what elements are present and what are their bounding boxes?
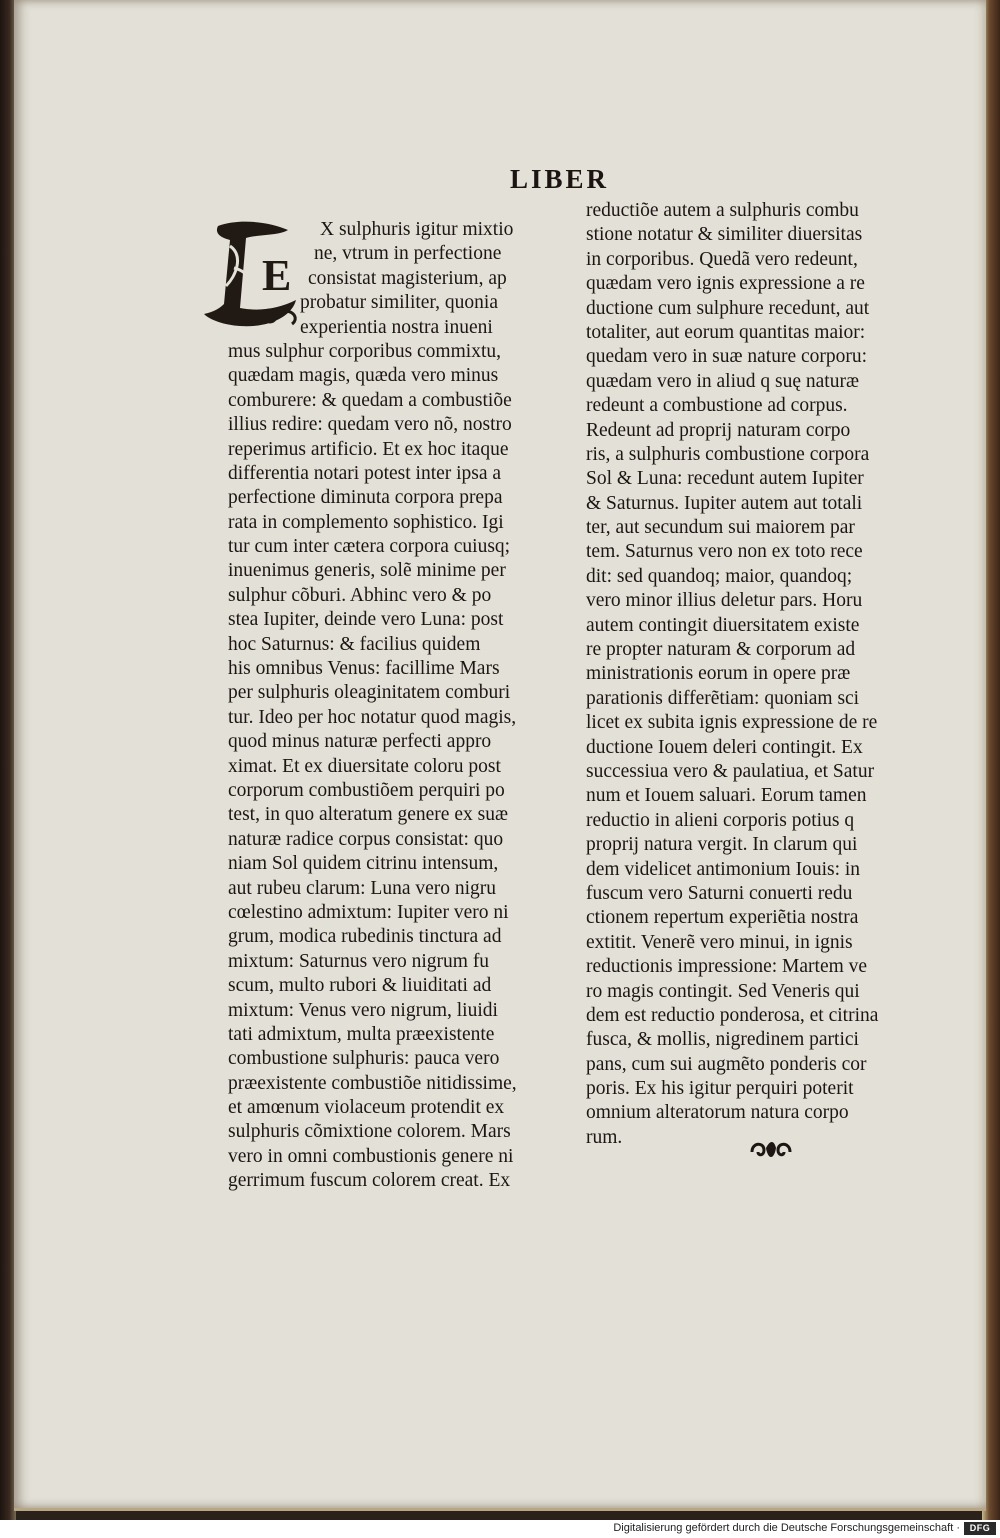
left-text-column [228, 218, 568, 1194]
text-line: naturæ radice corpus consistat: quo [228, 828, 504, 850]
text-line: in corporibus. Quedã vero redeunt, [586, 248, 858, 270]
text-line: redeunt a combustione ad corpus. [586, 395, 848, 417]
text-line: mixtum: Saturnus vero nigrum fu [228, 950, 490, 972]
text-line: perfectione diminuta corpora prepa [228, 487, 503, 509]
text-line: probatur similiter, quonia [300, 292, 498, 314]
text-line: differentia notari potest inter ipsa a [228, 462, 502, 484]
text-line: vero in omni combustionis genere ni [228, 1145, 514, 1167]
text-line: poris. Ex his igitur perquiri poterit [586, 1078, 854, 1100]
text-line: pans, cum sui augmẽto ponderis cor [586, 1053, 867, 1075]
text-line: combustione sulphuris: pauca vero [228, 1048, 500, 1070]
svg-text:E: E [262, 251, 292, 300]
text-line: mixtum: Venus vero nigrum, liuidi [228, 999, 498, 1021]
text-line: quædam vero ignis expressione a re [586, 273, 865, 295]
text-line: vero minor illius deletur pars. Horu [586, 590, 863, 612]
text-line: tati admixtum, multa præexistente [228, 1023, 495, 1045]
tailpiece-ornament-icon [748, 1138, 794, 1164]
text-line: sulphuris cõmixtione colorem. Mars [228, 1121, 511, 1143]
text-line: tur. Ideo per hoc notatur quod magis, [228, 706, 517, 728]
text-line: omnium alteratorum natura corpo [586, 1102, 849, 1124]
text-line: quædam vero in aliud q suę naturæ [586, 370, 859, 392]
text-line: tur cum inter cætera corpora cuiusq; [228, 536, 511, 558]
text-line: ministrationis eorum in opere præ [586, 663, 851, 685]
text-line: dit: sed quandoq; maior, quandoq; [586, 565, 853, 587]
text-line: rum. [586, 1126, 623, 1148]
text-line: cœlestino admixtum: Iupiter vero ni [228, 901, 509, 923]
text-line: successiua vero & paulatiua, et Satur [586, 760, 875, 782]
text-line: proprij natura vergit. In clarum qui [586, 834, 858, 856]
text-line: experientia nostra inueni [300, 316, 493, 338]
text-line: X sulphuris igitur mixtio [320, 219, 514, 240]
text-line: corporum combustiõem perquiri po [228, 779, 505, 801]
text-line: ne, vtrum in perfectione [314, 243, 502, 265]
text-line: licet ex subita ignis expressione de re [586, 712, 878, 734]
text-line: test, in quo alteratum genere ex suæ [228, 804, 508, 826]
text-line: mus sulphur corporibus commixtu, [228, 340, 501, 362]
text-line: consistat magisterium, ap [308, 267, 507, 289]
text-line: quædam magis, quæda vero minus [228, 365, 499, 387]
text-line: ris, a sulphuris combustione corpora [586, 443, 870, 465]
text-line: reductiõe autem a sulphuris combu [586, 200, 859, 221]
text-line: ter, aut secundum sui maiorem par [586, 517, 855, 539]
text-line: scum, multo rubori & liuiditati ad [228, 975, 492, 997]
text-line: his omnibus Venus: facillime Mars [228, 658, 500, 680]
text-line: fuscum vero Saturni conuerti redu [586, 882, 853, 904]
text-line: re propter naturam & corporum ad [586, 639, 856, 661]
text-line: ctionem repertum experiẽtia nostra [586, 907, 859, 929]
text-line: Redeunt ad proprij naturam corpo [586, 419, 851, 441]
text-line: aut rubeu clarum: Luna vero nigru [228, 877, 497, 899]
text-line: reductionis impressione: Martem ve [586, 956, 868, 978]
text-line: totaliter, aut eorum quantitas maior: [586, 321, 866, 343]
text-line: fusca, & mollis, nigredinem partici [586, 1029, 859, 1051]
text-line: Sol & Luna: recedunt autem Iupiter [586, 468, 864, 490]
text-line: hoc Saturnus: & facilius quidem [228, 633, 481, 655]
text-line: comburere: & quedam a combustiõe [228, 389, 512, 411]
text-line: num et Iouem saluari. Eorum tamen [586, 785, 867, 807]
text-line: reductio in alieni corporis potius q [586, 809, 855, 831]
text-line: ro magis contingit. Sed Veneris qui [586, 980, 860, 1002]
text-line: ductione Iouem deleri contingit. Ex [586, 736, 863, 758]
text-line: ductione cum sulphure recedunt, aut [586, 297, 870, 319]
text-line: dem videlicet antimonium Iouis: in [586, 858, 861, 880]
text-line: illius redire: quedam vero nõ, nostro [228, 414, 512, 436]
text-line: niam Sol quidem citrinu intensum, [228, 853, 499, 875]
text-line: præexistente combustiõe nitidissime, [228, 1072, 517, 1094]
dfg-logo: DFG [964, 1522, 996, 1535]
text-line: autem contingit diuersitatem existe [586, 614, 860, 636]
digitization-footer [0, 1520, 1000, 1538]
text-line: dem est reductio ponderosa, et citrina [586, 1004, 879, 1026]
funding-notice: Digitalisierung gefördert durch die Deutsche Forschungsgemeinschaft · [613, 1522, 960, 1534]
text-line: parationis differẽtiam: quoniam sci [586, 687, 860, 709]
text-line: stione notatur & similiter diuersitas [586, 224, 863, 246]
text-line: extitit. Venerẽ vero minui, in ignis [586, 931, 853, 953]
text-line: quod minus naturæ perfecti appro [228, 731, 492, 753]
text-line: per sulphuris oleaginitatem comburi [228, 682, 511, 704]
text-line: ximat. Et ex diuersitate coloru post [228, 755, 501, 777]
right-text-column [586, 199, 936, 1150]
text-line: sulphur cõburi. Abhinc vero & po [228, 584, 492, 606]
text-line: inuenimus generis, solẽ minime per [228, 560, 506, 582]
text-line: reperimus artificio. Et ex hoc itaque [228, 438, 509, 460]
text-line: rata in complemento sophistico. Igi [228, 511, 504, 533]
text-line: gerrimum fuscum colorem creat. Ex [228, 1170, 511, 1192]
text-line: quedam vero in suæ nature corporu: [586, 346, 868, 368]
running-header: LIBER [510, 164, 610, 194]
text-line: tem. Saturnus vero non ex toto rece [586, 541, 863, 563]
text-line: stea Iupiter, deinde vero Luna: post [228, 609, 504, 631]
text-line: et amœnum violaceum protendit ex [228, 1097, 505, 1119]
text-line: & Saturnus. Iupiter autem aut totali [586, 492, 863, 514]
text-line: grum, modica rubedinis tinctura ad [228, 926, 502, 948]
